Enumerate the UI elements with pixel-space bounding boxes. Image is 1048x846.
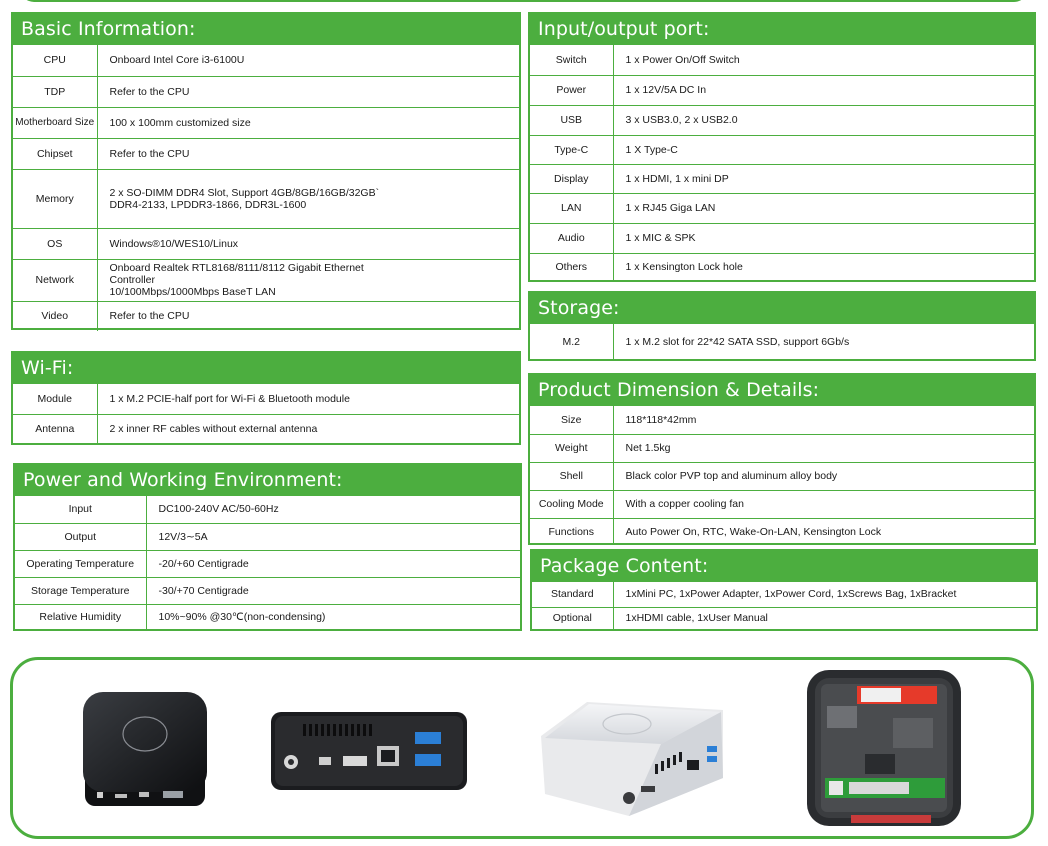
table-row [13, 301, 519, 331]
dimension-table [530, 406, 1034, 545]
spec-value: 10%~90% @30℃(non-condensing) [158, 611, 326, 624]
spec-value: DC100-240V AC/50-60Hz [146, 496, 520, 523]
table-row [530, 75, 1034, 105]
spec-label: Input [15, 496, 146, 523]
table-row [15, 604, 520, 630]
top-frame-arc [20, 0, 1028, 2]
spec-value: Net 1.5kg [613, 434, 1034, 462]
wifi-panel [11, 351, 521, 445]
spec-label: Cooling Mode [530, 490, 613, 518]
spec-label: Optional [532, 607, 613, 629]
table-row [13, 45, 519, 76]
spec-label: TDP [13, 76, 97, 107]
basic-information-panel [11, 12, 521, 330]
table-row [530, 105, 1034, 135]
spec-value: 2 x inner RF cables without external antenna [109, 422, 318, 435]
io-port-panel [528, 12, 1036, 282]
spec-label: Module [13, 384, 97, 414]
power-environment-panel [13, 463, 522, 631]
spec-label: Chipset [13, 138, 97, 169]
spec-label: Operating Temperature [15, 550, 146, 577]
table-row [13, 138, 519, 169]
spec-value: 1 x M.2 PCIE-half port for Wi-Fi & Bluetooth module [97, 384, 519, 414]
spec-label: Power [530, 75, 613, 105]
spec-value: 118*118*42mm [613, 406, 1034, 434]
table-row [13, 76, 519, 107]
spec-value: Windows®10/WES10/Linux [97, 228, 519, 259]
table-row [532, 582, 1036, 607]
table-row [532, 607, 1036, 629]
spec-label: Motherboard Size [13, 107, 97, 138]
wifi-title: Wi-Fi: [13, 353, 519, 384]
spec-value: 1 x RJ45 Giga LAN [613, 193, 1034, 223]
io-port-title: Input/output port: [530, 14, 1034, 45]
spec-value: 12V/3∼5A [146, 523, 520, 550]
spec-value: 3 x USB3.0, 2 x USB2.0 [613, 105, 1034, 135]
dimension-title: Product Dimension & Details: [530, 375, 1034, 406]
spec-value: 2 x SO-DIMM DDR4 Slot, Support 4GB/8GB/16GB/32GB` DDR4-2133, LPDDR3-1866, DDR3L-1600 [97, 169, 519, 228]
table-row [530, 518, 1034, 545]
table-row [15, 523, 520, 550]
storage-table [530, 324, 1034, 359]
spec-label: Weight [530, 434, 613, 462]
table-row [13, 169, 519, 228]
table-row [530, 434, 1034, 462]
spec-label: Memory [13, 169, 97, 228]
spec-value: 100 x 100mm customized size [97, 107, 519, 138]
package-title: Package Content: [532, 551, 1036, 582]
spec-value: -20/+60 Centigrade [146, 550, 520, 577]
table-row [13, 414, 519, 443]
table-row [530, 164, 1034, 193]
table-row [530, 462, 1034, 490]
spec-value: Onboard Realtek RTL8168/8111/8112 Gigabit Ethernet Controller 10/100Mbps/1000Mbps BaseT LAN [97, 259, 519, 301]
spec-value: Black color PVP top and aluminum alloy body [613, 462, 1034, 490]
spec-label: Output [15, 523, 146, 550]
spec-label: Relative Humidity [15, 604, 146, 630]
black-mini-pc-rear-ports [269, 710, 469, 792]
mini-pc-motherboard-inside [805, 668, 963, 828]
table-row [530, 193, 1034, 223]
spec-label: LAN [530, 193, 613, 223]
spec-label: USB [530, 105, 613, 135]
spec-value: Refer to the CPU [109, 310, 190, 323]
white-mini-pc-front-view [537, 694, 727, 820]
table-row [15, 550, 520, 577]
spec-label: Shell [530, 462, 613, 490]
spec-value: 1 x Power On/Off Switch [613, 45, 1034, 75]
spec-label: Display [530, 164, 613, 193]
table-row [530, 223, 1034, 253]
table-row [13, 384, 519, 414]
spec-value: 1 x 12V/5A DC In [613, 75, 1034, 105]
table-row [15, 577, 520, 604]
dimension-panel [528, 373, 1036, 545]
spec-value: Refer to the CPU [97, 76, 519, 107]
spec-value: Auto Power On, RTC, Wake-On-LAN, Kensington Lock [625, 525, 882, 538]
wifi-table [13, 384, 519, 443]
table-row [15, 496, 520, 523]
spec-label: Antenna [13, 414, 97, 443]
table-row [530, 45, 1034, 75]
io-port-table [530, 45, 1034, 281]
spec-label: Switch [530, 45, 613, 75]
table-row [530, 135, 1034, 164]
basic-information-title: Basic Information: [13, 14, 519, 45]
spec-value: Refer to the CPU [97, 138, 519, 169]
table-row [13, 228, 519, 259]
spec-label: CPU [13, 45, 97, 76]
spec-label: Storage Temperature [15, 577, 146, 604]
spec-value: 1 x MIC & SPK [613, 223, 1034, 253]
basic-information-table [13, 45, 519, 331]
spec-value: 1 x Kensington Lock hole [625, 261, 743, 274]
spec-value: 1 X Type-C [613, 135, 1034, 164]
spec-value: 1xHDMI cable, 1xUser Manual [625, 612, 768, 625]
spec-label: Network [13, 259, 97, 301]
power-environment-table [15, 496, 520, 630]
table-row [530, 406, 1034, 434]
table-row [530, 324, 1034, 359]
storage-title: Storage: [530, 293, 1034, 324]
spec-label: Video [13, 301, 97, 331]
spec-value: 1 x M.2 slot for 22*42 SATA SSD, support 6Gb/s [625, 335, 850, 348]
package-table [532, 582, 1036, 629]
product-gallery [10, 657, 1034, 839]
power-environment-title: Power and Working Environment: [15, 465, 520, 496]
spec-label: Functions [530, 518, 613, 545]
table-row [13, 259, 519, 301]
spec-label: OS [13, 228, 97, 259]
spec-value: With a copper cooling fan [613, 490, 1034, 518]
spec-label: Standard [532, 582, 613, 607]
storage-panel [528, 291, 1036, 361]
spec-label: M.2 [530, 324, 613, 359]
spec-value: 1xMini PC, 1xPower Adapter, 1xPower Cord, 1xScrews Bag, 1xBracket [613, 582, 1036, 607]
table-row [530, 253, 1034, 281]
spec-label: Audio [530, 223, 613, 253]
table-row [13, 107, 519, 138]
spec-value: 1 x HDMI, 1 x mini DP [613, 164, 1034, 193]
table-row [530, 490, 1034, 518]
spec-label: Size [530, 406, 613, 434]
black-mini-pc-top-view [75, 686, 215, 812]
spec-value: Onboard Intel Core i3-6100U [97, 45, 519, 76]
spec-value: -30/+70 Centigrade [146, 577, 520, 604]
package-panel [530, 549, 1038, 631]
spec-label: Others [530, 253, 613, 281]
spec-label: Type-C [530, 135, 613, 164]
